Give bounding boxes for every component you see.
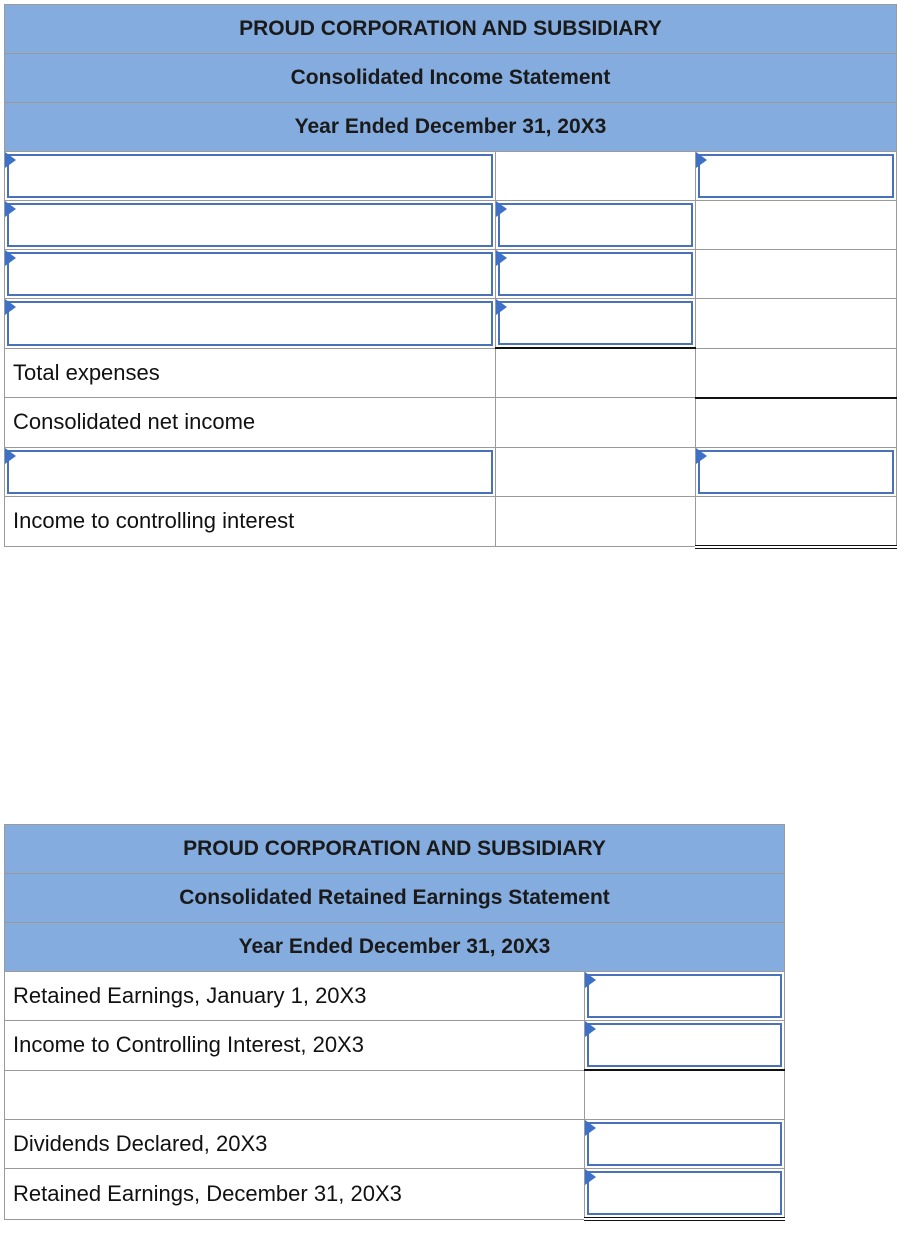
dropdown-marker-icon[interactable] xyxy=(5,152,16,168)
nci-total-cell xyxy=(696,447,897,496)
re-ending-label: Retained Earnings, December 31, 20X3 xyxy=(5,1169,585,1220)
nci-total-input[interactable] xyxy=(698,450,894,494)
income-row-1-label-cell xyxy=(5,152,496,201)
nci-amount-cell xyxy=(496,447,696,496)
income-row-3-label-input[interactable] xyxy=(7,252,493,296)
re-row-income xyxy=(5,1021,785,1071)
income-row-2 xyxy=(5,201,897,250)
re-dividends-input[interactable] xyxy=(587,1122,782,1166)
net-income-total-cell[interactable] xyxy=(696,398,897,448)
dropdown-marker-icon[interactable] xyxy=(5,201,16,217)
re-company-header: PROUD CORPORATION AND SUBSIDIARY xyxy=(5,825,785,874)
re-income-input[interactable] xyxy=(587,1023,782,1067)
re-beginning-cell xyxy=(585,972,785,1021)
re-row-ending xyxy=(5,1169,785,1220)
income-row-3-amount-cell xyxy=(496,250,696,299)
retained-earnings-table xyxy=(4,824,785,1221)
dropdown-marker-icon[interactable] xyxy=(585,972,596,988)
dropdown-marker-icon[interactable] xyxy=(5,299,16,315)
income-row-1-label-input[interactable] xyxy=(7,154,493,198)
re-ending-input[interactable] xyxy=(587,1171,782,1215)
re-row-subtotal xyxy=(5,1070,785,1120)
dropdown-marker-icon[interactable] xyxy=(496,201,507,217)
income-row-3-total-cell xyxy=(696,250,897,299)
dropdown-marker-icon[interactable] xyxy=(585,1120,596,1136)
income-row-total-expenses xyxy=(5,348,897,398)
re-ending-cell xyxy=(585,1169,785,1220)
re-income-label: Income to Controlling Interest, 20X3 xyxy=(5,1021,585,1071)
dropdown-marker-icon[interactable] xyxy=(496,250,507,266)
income-row-1-total-cell xyxy=(696,152,897,201)
dropdown-marker-icon[interactable] xyxy=(585,1169,596,1185)
income-row-4-label-cell xyxy=(5,299,496,349)
re-row-beginning xyxy=(5,972,785,1021)
consolidated-net-income-label: Consolidated net income xyxy=(5,398,496,448)
nci-label-cell xyxy=(5,447,496,496)
income-row-2-total-cell xyxy=(696,201,897,250)
income-period-header: Year Ended December 31, 20X3 xyxy=(5,103,897,152)
dropdown-marker-icon[interactable] xyxy=(5,250,16,266)
income-title-header: Consolidated Income Statement xyxy=(5,54,897,103)
re-row-dividends xyxy=(5,1120,785,1169)
nci-label-input[interactable] xyxy=(7,450,493,494)
income-row-net-income xyxy=(5,398,897,448)
income-to-controlling-interest-label: Income to controlling interest xyxy=(5,496,496,547)
controlling-amount-cell xyxy=(496,496,696,547)
income-row-1 xyxy=(5,152,897,201)
dropdown-marker-icon[interactable] xyxy=(585,1021,596,1037)
dropdown-marker-icon[interactable] xyxy=(496,299,507,315)
income-row-1-amount-cell xyxy=(496,152,696,201)
re-subtotal-label xyxy=(5,1070,585,1120)
total-expenses-total-cell[interactable] xyxy=(696,348,897,398)
income-row-2-label-cell xyxy=(5,201,496,250)
income-statement-table xyxy=(4,4,897,549)
income-row-3-amount-input[interactable] xyxy=(498,252,693,296)
income-row-4 xyxy=(5,299,897,349)
income-row-4-amount-cell xyxy=(496,299,696,349)
net-income-amount-cell xyxy=(496,398,696,448)
income-row-2-amount-input[interactable] xyxy=(498,203,693,247)
income-row-4-label-input[interactable] xyxy=(7,301,493,346)
income-row-2-amount-cell xyxy=(496,201,696,250)
dropdown-marker-icon[interactable] xyxy=(5,448,16,464)
income-row-4-amount-input[interactable] xyxy=(498,301,693,345)
income-row-2-label-input[interactable] xyxy=(7,203,493,247)
total-expenses-amount-cell xyxy=(496,348,696,398)
income-row-nci xyxy=(5,447,897,496)
income-row-3 xyxy=(5,250,897,299)
re-beginning-label: Retained Earnings, January 1, 20X3 xyxy=(5,972,585,1021)
re-subtotal-cell[interactable] xyxy=(585,1070,785,1120)
income-row-1-total-input[interactable] xyxy=(698,154,894,198)
income-row-4-total-cell xyxy=(696,299,897,349)
controlling-total-cell[interactable] xyxy=(696,496,897,547)
dropdown-marker-icon[interactable] xyxy=(696,152,707,168)
re-beginning-input[interactable] xyxy=(587,974,782,1018)
re-dividends-cell xyxy=(585,1120,785,1169)
total-expenses-label: Total expenses xyxy=(5,348,496,398)
re-dividends-label: Dividends Declared, 20X3 xyxy=(5,1120,585,1169)
income-row-controlling xyxy=(5,496,897,547)
income-company-header: PROUD CORPORATION AND SUBSIDIARY xyxy=(5,5,897,54)
re-income-cell xyxy=(585,1021,785,1071)
re-title-header: Consolidated Retained Earnings Statement xyxy=(5,874,785,923)
income-row-3-label-cell xyxy=(5,250,496,299)
re-period-header: Year Ended December 31, 20X3 xyxy=(5,923,785,972)
dropdown-marker-icon[interactable] xyxy=(696,448,707,464)
